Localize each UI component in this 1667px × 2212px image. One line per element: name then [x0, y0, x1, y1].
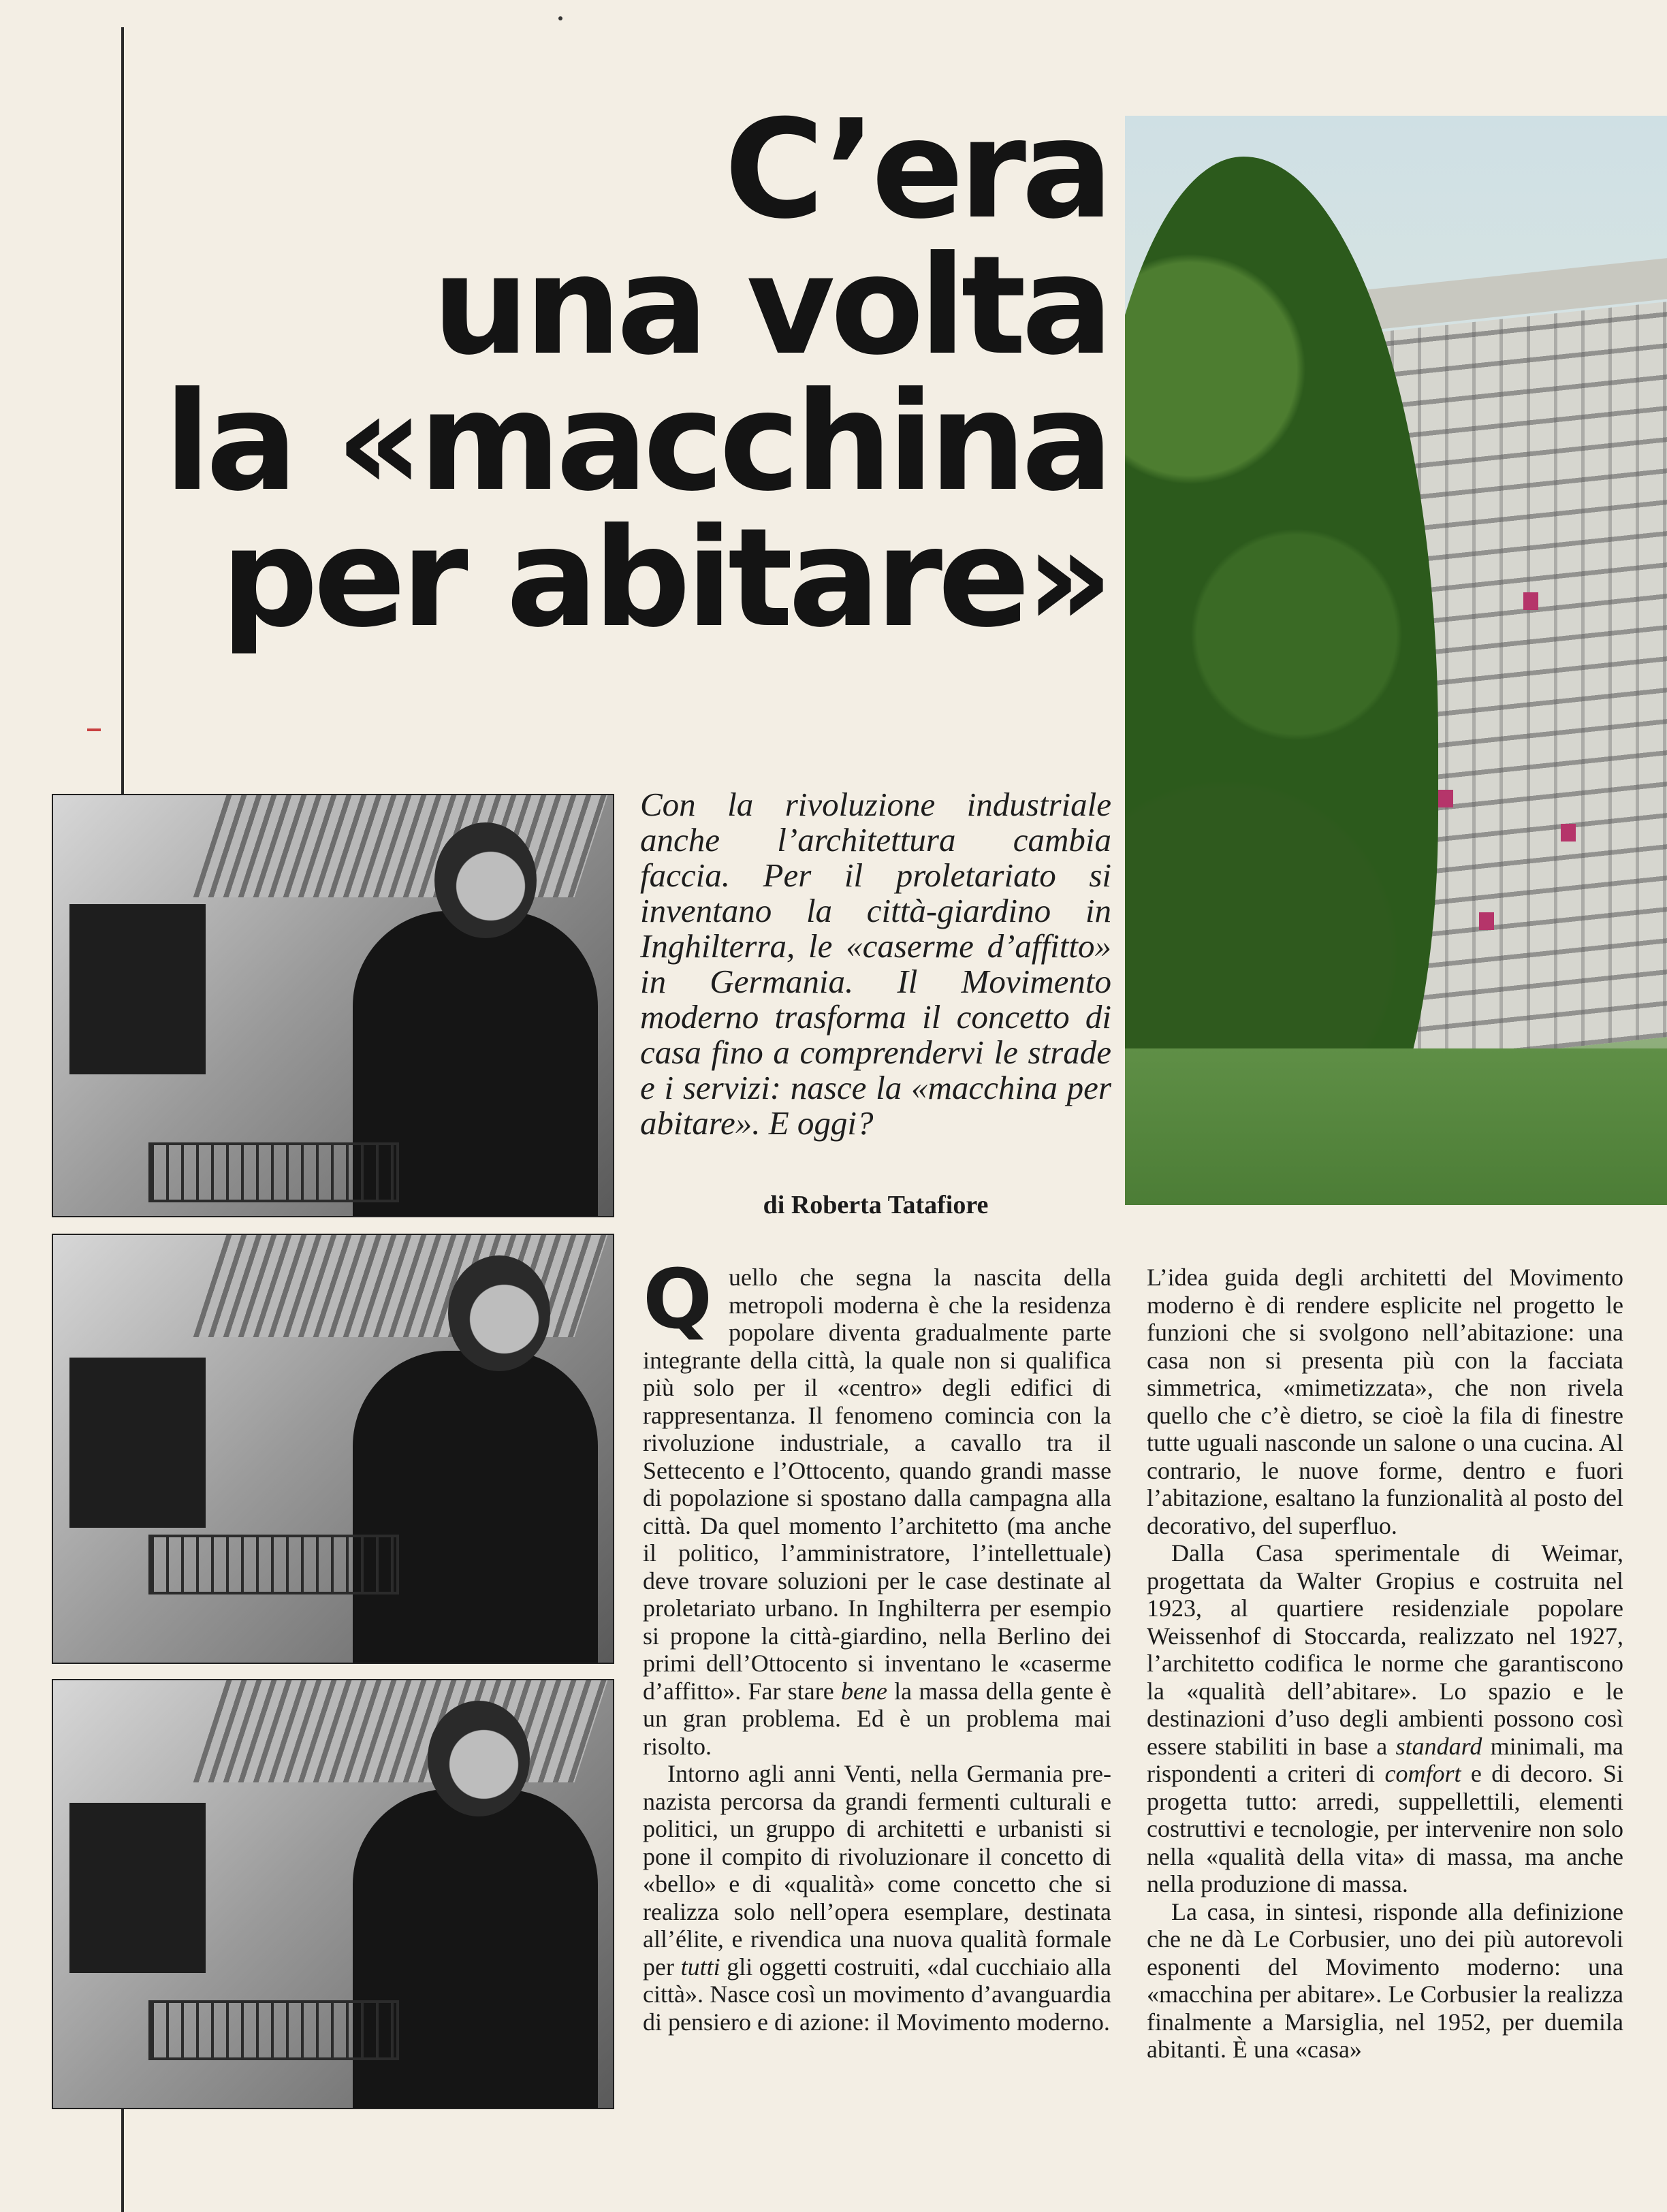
woman-figure	[353, 1351, 598, 1664]
building-photo	[1125, 116, 1667, 1205]
facade-accent	[1438, 790, 1453, 807]
drop-cap: Q	[643, 1253, 713, 1347]
body-text: minimali, ma rispondenti a criteri di	[1147, 1732, 1623, 1787]
facade-accent	[1523, 592, 1538, 610]
range-hood	[193, 795, 608, 897]
body-paragraph: L’idea guida degli architetti del Movimento moderno è di rendere esplicite nel progetto le funzioni che si svolgono nell’abitazione: una casa non si presenta più con la facciata simmetrica, «mimetizzata», che non rivela quello che c’è dietro, se cioè la fila di finestre tutte uguali nasconde un salone o una cucina. Al contrario, le nuove forme, dentro e fuori l’abitazione, esaltano la funzionalità al posto del decorativo, del superfluo.	[1147, 1264, 1623, 1539]
body-emphasis: bene	[840, 1677, 887, 1705]
print-dot	[558, 16, 562, 20]
body-column-left	[643, 1253, 1112, 2036]
headline-line: C’era	[724, 91, 1109, 249]
body-emphasis: comfort	[1384, 1760, 1461, 1787]
dish-rack	[148, 1142, 399, 1202]
range-hood	[193, 1680, 608, 1782]
body-text: gli oggetti costruiti, «dal cucchiaio alla città». Nasce così un movimento d’avanguardia di pensiero e di azione: il Movimento moderno.	[643, 1953, 1112, 2036]
margin-tick	[87, 728, 101, 731]
byline: di Roberta Tatafiore	[763, 1191, 989, 1219]
oven	[69, 904, 206, 1074]
body-emphasis: tutti	[680, 1953, 720, 1981]
kitchen-photo-3	[52, 1679, 614, 2109]
body-text: uello che segna la nascita della metropoli moderna è che la residenza popolare diventa gradualmente parte integrante della città, la quale non si qualifica più solo per il «centro» degli edifici di rappresentanza. Il fenomeno comincia con la rivoluzione industriale, a cavallo tra il Settecento e l’Ottocento, quando grandi masse di popolazione si spostano dalla campagna alla città. Da quel momento l’architetto (ma anche il politico, l’amministratore, l’intellettuale) deve trovare soluzioni per le case destinate al proletariato urbano. In Inghilterra per esempio si propone la città-giardino, nella Berlino dei primi dell’Ottocento si inventano le «caserme d’affitto». Far stare	[643, 1264, 1111, 1705]
dish-rack	[148, 1535, 399, 1594]
kitchen-photo-1	[52, 794, 614, 1217]
facade-accent	[1479, 912, 1494, 930]
body-emphasis: standard	[1395, 1732, 1482, 1760]
oven	[69, 1803, 206, 1973]
woman-head	[428, 1701, 530, 1816]
woman-head	[448, 1255, 550, 1371]
woman-figure	[353, 1789, 598, 2109]
body-text: Intorno agli anni Venti, nella Germania pre-nazista percorsa da grandi fermenti culturali e politici, un gruppo di architetti e urbanisti si pone il compito di rivoluzionare il concetto di «bello» e di «qualità» come concetto che si realizza solo nell’opera esemplare, destinata all’élite, e rivendica una nuova qualità formale per	[643, 1760, 1111, 1981]
body-paragraph	[643, 1760, 1111, 2036]
standfirst: Con la rivoluzione industriale anche l’architettura cambia faccia. Per il proletariato si inventano la città-giardino in Inghilterra, le «caserme d’affitto» in Germania. Il Movimento moderno trasforma il concetto di casa fino a comprendervi le strade e i servizi: nasce la «macchina per abitare». E oggi?	[640, 786, 1111, 1142]
facade-accent	[1561, 824, 1576, 841]
woman-head	[434, 822, 537, 938]
body-paragraph	[1147, 1539, 1623, 1898]
body-text: e di decoro. Si progetta tutto: arredi, suppellettili, elementi costruttivi e tecnologie, per intervenire non solo nella «qualità della vita» di massa, ma anche nella produzione di massa.	[1147, 1760, 1624, 1897]
oven	[69, 1358, 206, 1528]
headline-line: una volta	[432, 227, 1109, 385]
dish-rack	[148, 2000, 399, 2060]
body-paragraph	[643, 1253, 1111, 1760]
headline-line: per abitare»	[221, 499, 1109, 658]
headline-line: la «macchina	[163, 363, 1109, 522]
body-text: Dalla Casa sperimentale di Weimar, progettata da Walter Gropius e costruita nel 1923, al quartiere residenziale popolare Weissenhof di Stoccarda, realizzato nel 1927, l’architetto codifica le norme che garantiscono la «qualità dell’abitare». Lo spazio e le destinazioni d’uso degli ambienti possono così essere stabiliti in base a	[1147, 1539, 1623, 1760]
headline	[87, 91, 1109, 658]
body-text: la massa della gente è un gran problema. Ed è un problema mai risolto.	[643, 1677, 1111, 1760]
body-column-right	[1147, 1264, 1623, 2064]
body-paragraph: La casa, in sintesi, risponde alla definizione che ne dà Le Corbusier, uno dei più autorevoli esponenti del Movimento moderno: una «macchina per abitare». Le Corbusier la realizza finalmente a Marsiglia, nel 1952, per duemila abitanti. È una «casa»	[1147, 1897, 1623, 2063]
kitchen-photo-2	[52, 1234, 614, 1664]
lawn	[1125, 1048, 1667, 1205]
